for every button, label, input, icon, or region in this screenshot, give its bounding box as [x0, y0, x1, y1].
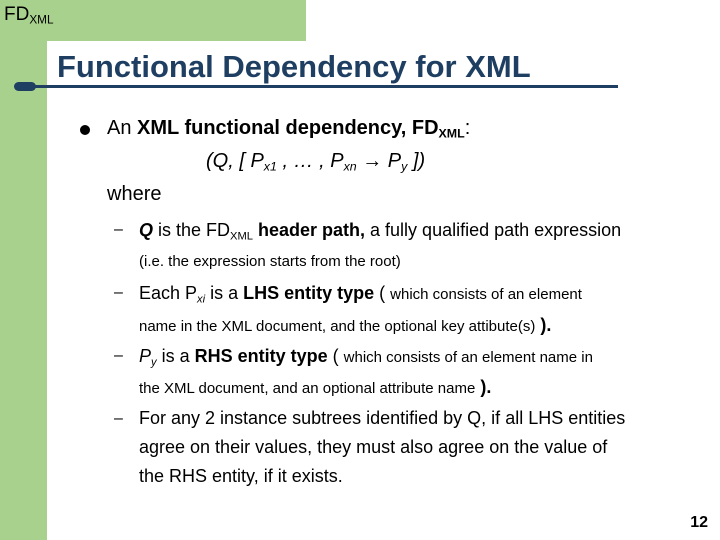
subbullet-2-line2: name in the XML document, and the optional key attibute(s) ). — [139, 315, 552, 335]
bullet-where: where — [107, 183, 162, 205]
subbullet-4-line1: For any 2 instance subtrees identified by Q, if all LHS entities — [139, 408, 626, 428]
title-underline — [20, 85, 618, 88]
left-decorative-band — [0, 0, 47, 540]
subbullet-3-line1: $P_y$ is a RHS entity type ( which consists of an element name in — [139, 346, 593, 369]
bullet-marker — [80, 125, 90, 135]
subbullet-3-line2: the XML document, and an optional attribute name ). — [139, 377, 492, 397]
dash-marker: – — [114, 347, 123, 364]
subbullet-4-line2: agree on their values, they must also agree on the value of — [139, 437, 608, 457]
subbullet-1-line2: (i.e. the expression starts from the root) — [139, 253, 401, 270]
subbullet-4-line3: the RHS entity, if it exists. — [139, 466, 343, 486]
subbullet-2-line1: Each $P_{xi}$ is a LHS entity type ( which consists of an element — [139, 283, 582, 306]
corner-label: $FD_{XML}$ — [4, 4, 54, 27]
dash-marker: – — [114, 410, 123, 427]
bullet-definition: An XML functional dependency, $FD_{XML}$: — [107, 117, 471, 141]
dash-marker: – — [114, 284, 123, 301]
slide-title: Functional Dependency for XML — [57, 49, 531, 84]
dash-marker: – — [114, 221, 123, 238]
bullet-formula: (Q, [ $P_{x1}$ , … , $P_{xn} \to P_y$ ]) — [206, 150, 426, 174]
subbullet-1-line1: Q is the $FD_{XML}$ header path, a fully qualified path expression — [139, 220, 622, 243]
page-number: 12 — [690, 514, 708, 531]
